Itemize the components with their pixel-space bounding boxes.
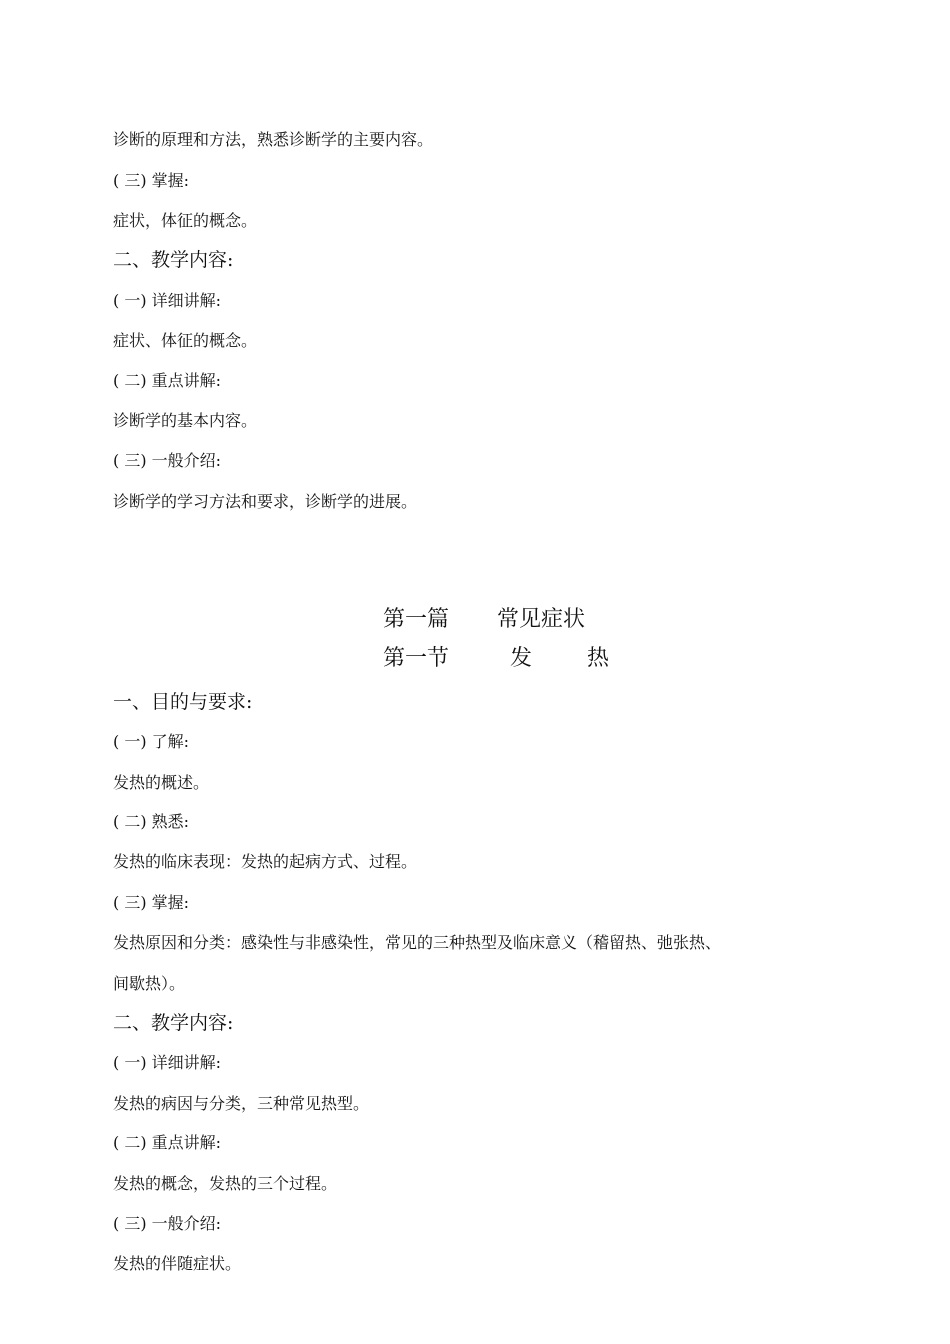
body-paragraph: 发热的临床表现：发热的起病方式、过程。	[113, 852, 418, 871]
intro-paragraph: 诊断学的学习方法和要求，诊断学的进展。	[113, 492, 418, 511]
intro-paragraph: 诊断的原理和方法，熟悉诊断学的主要内容。	[113, 130, 434, 149]
subheading-general: ( 三) 一般介绍:	[113, 451, 222, 470]
section-label: 第一节	[383, 646, 450, 671]
part-name: 常见症状	[497, 607, 586, 632]
subheading-understand: ( 一) 了解:	[113, 732, 190, 751]
subheading-detailed: ( 一) 详细讲解:	[113, 1053, 222, 1072]
section-heading-teaching-content: 二、教学内容:	[113, 249, 234, 271]
section-name-char: 发	[510, 646, 533, 671]
body-paragraph: 发热原因和分类：感染性与非感染性，常见的三种热型及临床意义（稽留热、弛张热、	[113, 933, 722, 952]
intro-paragraph: 症状、体征的概念。	[113, 331, 258, 350]
intro-paragraph: 诊断学的基本内容。	[113, 411, 258, 430]
section-name-char: 热	[587, 646, 610, 671]
body-paragraph: 发热的概述。	[113, 773, 210, 792]
body-paragraph: 发热的病因与分类，三种常见热型。	[113, 1094, 370, 1113]
subheading-detailed: ( 一) 详细讲解:	[113, 291, 222, 310]
subheading-key-points: ( 二) 重点讲解:	[113, 1133, 222, 1152]
subheading-master: ( 三) 掌握:	[113, 171, 190, 190]
part-label: 第一篇	[383, 607, 450, 632]
subheading-general: ( 三) 一般介绍:	[113, 1214, 222, 1233]
body-paragraph: 发热的概念，发热的三个过程。	[113, 1174, 338, 1193]
subheading-familiar: ( 二) 熟悉:	[113, 812, 190, 831]
section-heading-teaching-content: 二、教学内容:	[113, 1012, 234, 1034]
intro-paragraph: 症状，体征的概念。	[113, 211, 258, 230]
section-heading-objectives: 一、目的与要求:	[113, 691, 253, 713]
body-paragraph: 间歇热）。	[113, 974, 186, 993]
body-paragraph: 发热的伴随症状。	[113, 1254, 242, 1273]
subheading-key-points: ( 二) 重点讲解:	[113, 371, 222, 390]
subheading-master: ( 三) 掌握:	[113, 893, 190, 912]
